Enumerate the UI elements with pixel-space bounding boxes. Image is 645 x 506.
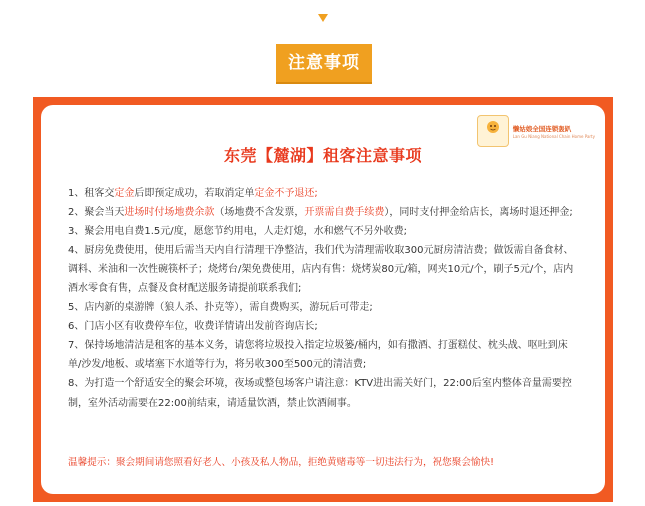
rule-text: （场地费不含发票， — [214, 207, 305, 218]
rule-text: 2、聚会当天 — [68, 207, 125, 218]
rule-item-4-line-2: 调料、米油和一次性碗筷杯子；烧烤台/架免费使用，店内有售：烧烤炭80元/箱，网夹10元/个，刷子5元/个，店内 — [68, 264, 574, 275]
rule-highlight: 定金不予退还; — [254, 188, 318, 199]
brand-text — [513, 124, 595, 139]
rule-text: 1、租客交 — [68, 188, 115, 199]
rule-item-1 — [68, 184, 588, 203]
rule-item-7-line-2: 单/沙发/地板、或堵塞下水道等行为，将另收300至500元的清洁费; — [68, 359, 367, 370]
rule-item-4-line-1: 4、厨房免费使用，使用后需当天内自行清理干净整洁，我们代为清理需收取300元厨房清洁费；做饭需自备食材、 — [68, 245, 574, 256]
rule-highlight: 进场时付场地费余款 — [124, 207, 215, 218]
rule-text: ），同时支付押金给店长，离场时退还押金; — [384, 207, 573, 218]
notice-title: 东莞【麓湖】租客注意事项 — [223, 146, 422, 165]
rule-item-8-line-2: 制，室外活动需要在22:00前结束，请适量饮酒，禁止饮酒闹事。 — [68, 398, 357, 409]
notice-card — [41, 105, 605, 494]
rule-item-8-line-1: 8、为打造一个舒适安全的聚会环境，夜场或整包场客户请注意：KTV进出需关好门，22:00后室内整体音量需要控 — [68, 378, 572, 389]
rule-list — [68, 184, 588, 414]
rule-highlight: 开票需自费手续费 — [304, 207, 385, 218]
rule-highlight: 定金 — [114, 188, 135, 199]
rule-item-7-line-1: 7、保持场地清洁是租客的基本义务，请您将垃圾投入指定垃圾篓/桶内，如有撒酒、打蛋糕仗、枕头战、呕吐到床 — [68, 340, 568, 351]
rule-item-4-line-3: 酒水零食有售，点餐及食材配送服务请提前联系我们; — [68, 283, 302, 294]
notice-frame — [33, 97, 613, 502]
down-triangle-icon — [318, 14, 328, 22]
rule-item-6: 6、门店小区有收费停车位，收费详情请出发前咨询店长; — [68, 321, 318, 332]
rule-item-3: 3、聚会用电自费1.5元/度，愿您节约用电，人走灯熄，水和燃气不另外收费; — [68, 226, 408, 237]
rule-item-2 — [68, 203, 588, 222]
brand-subtitle: Lan Gu Niang National Chain Home Party — [512, 133, 595, 139]
warm-tip: 温馨提示：聚会期间请您照看好老人、小孩及私人物品，拒绝黄赌毒等一切违法行为，祝您聚会愉快! — [68, 457, 494, 468]
rule-text: 后即预定成功，若取消定单 — [134, 188, 255, 199]
brand-name: 懒姑娘全国连锁轰趴 — [512, 124, 572, 133]
section-title-badge: 注意事项 — [276, 44, 372, 82]
rule-item-5: 5、店内新的桌游牌（狼人杀、扑克等），需自费购买，游玩后可带走; — [68, 302, 373, 313]
